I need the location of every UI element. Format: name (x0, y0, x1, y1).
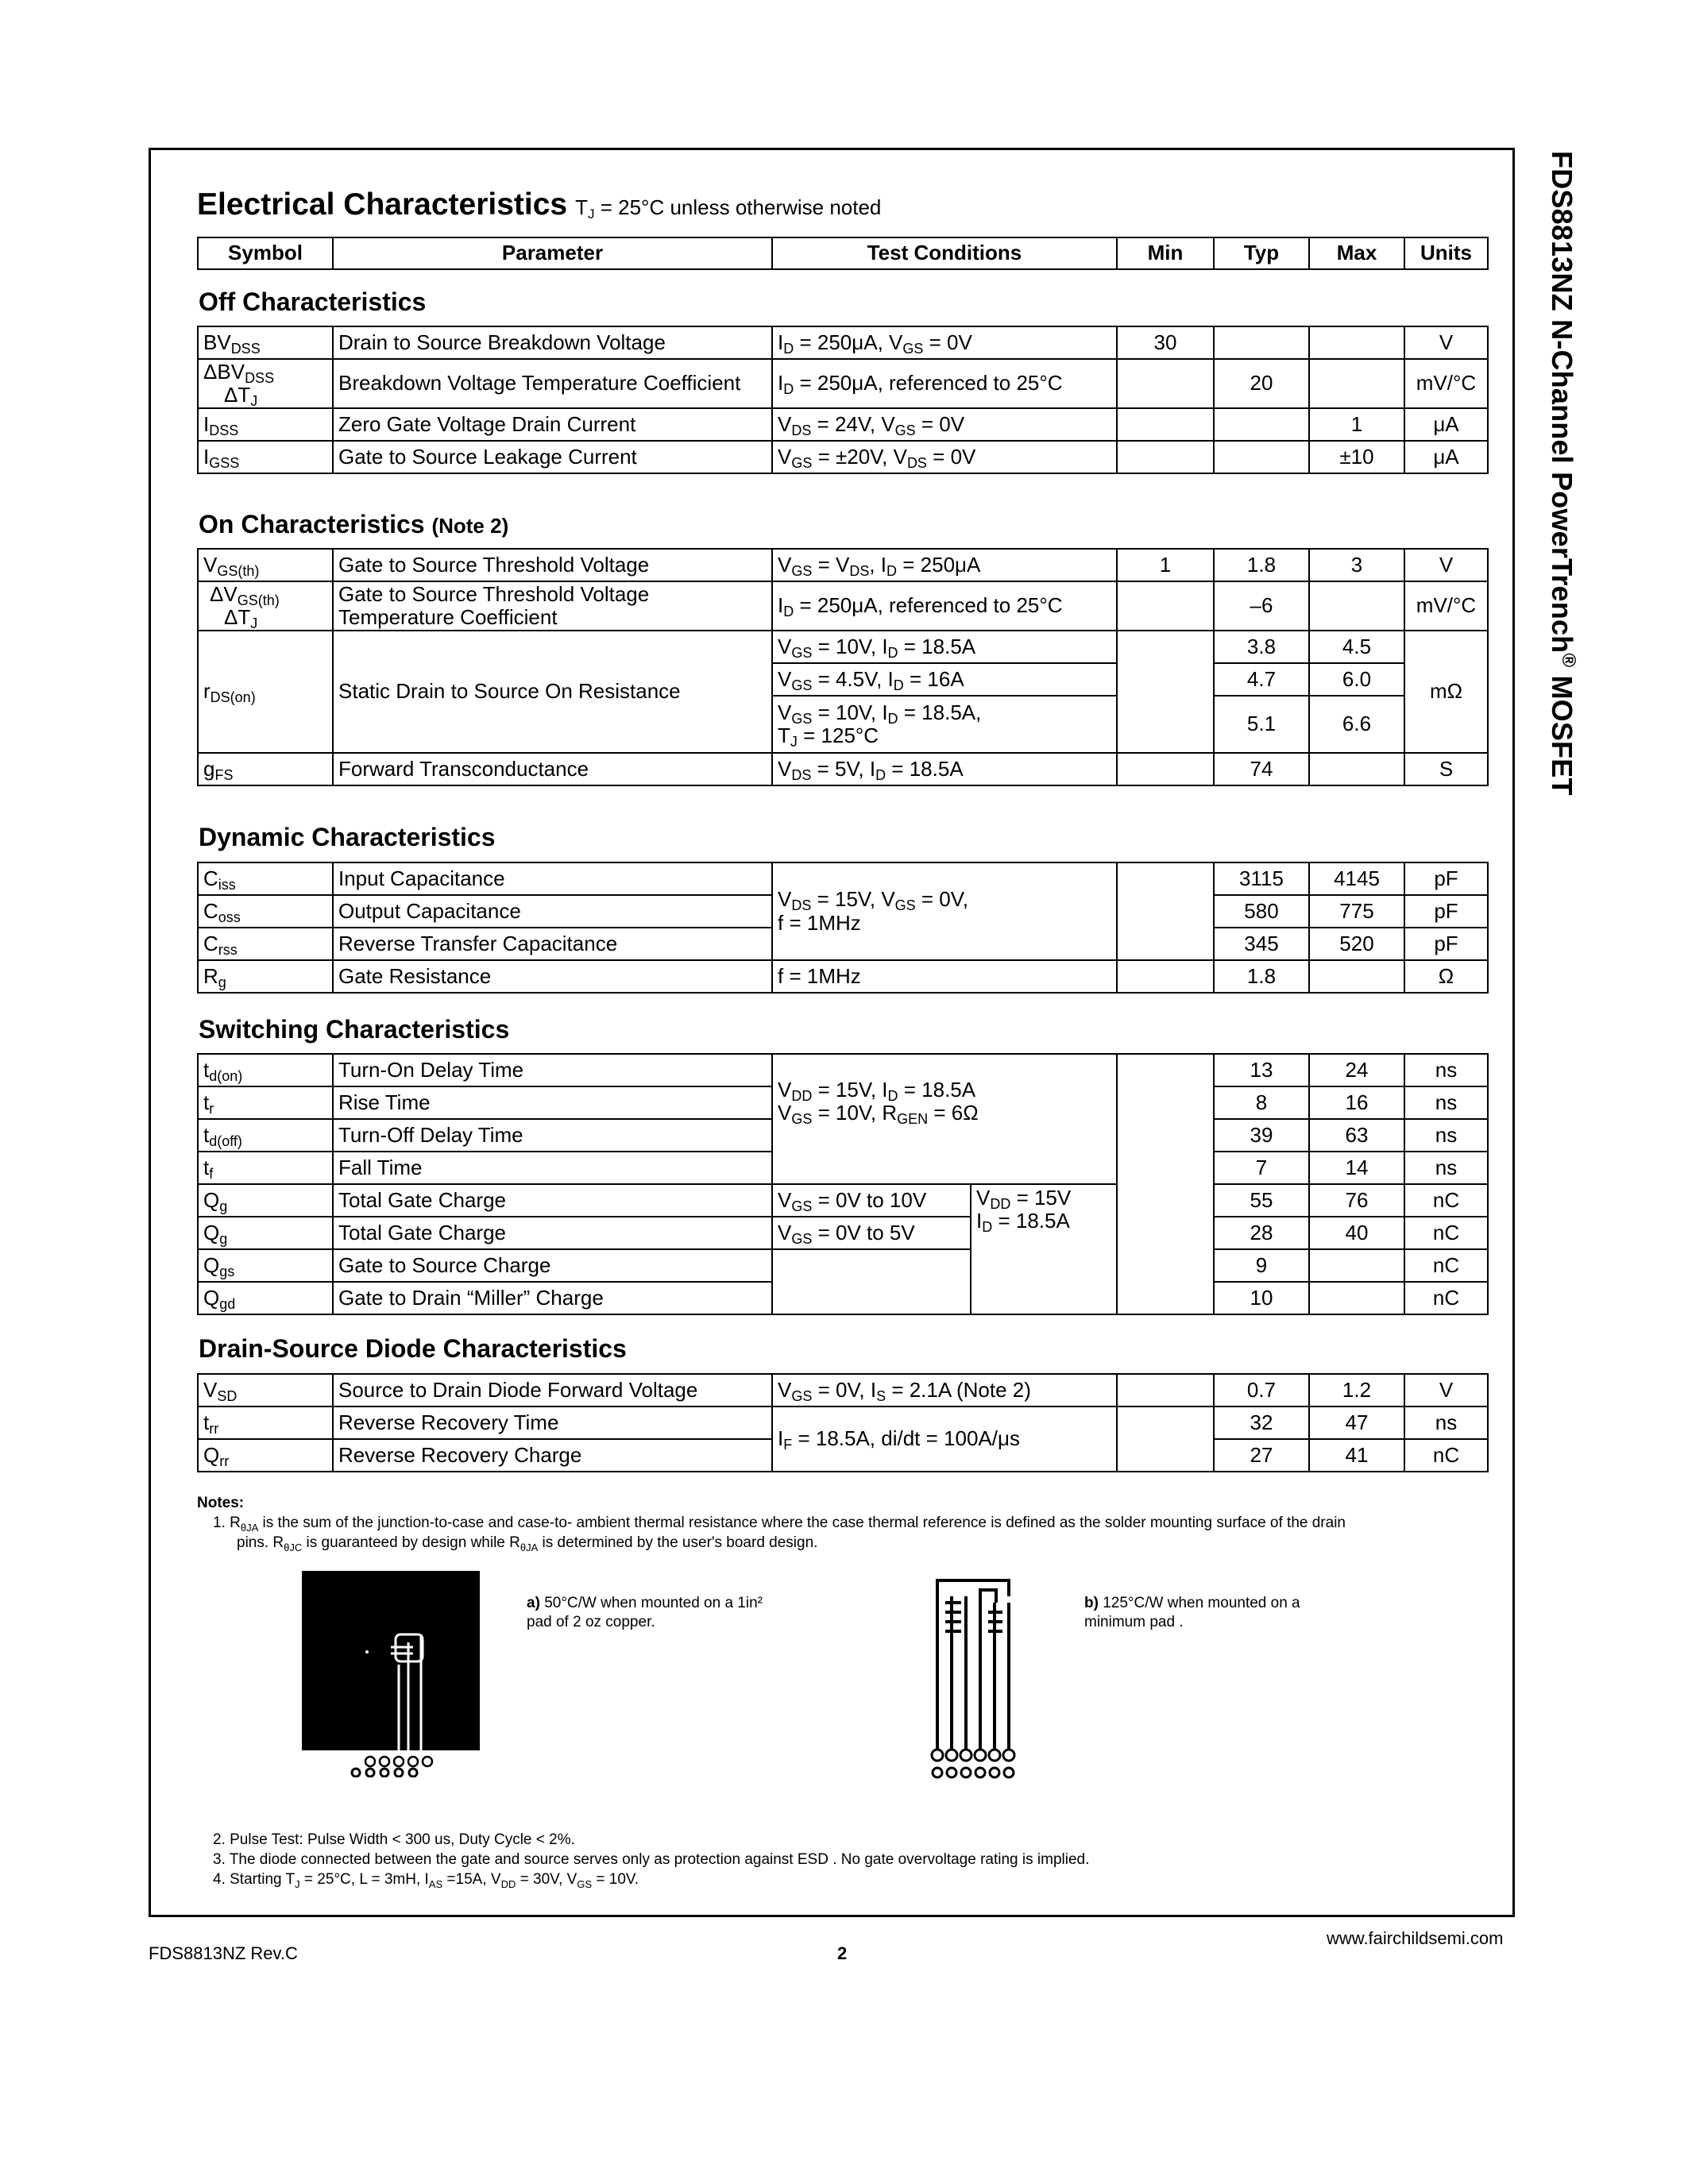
table-row: $Q_g$ Total Gate Charge $V_{GS} = 0V$ to 5V 28 40 nC (198, 1217, 1488, 1249)
column-header-table (197, 237, 1489, 270)
figure-b-pad-layout (914, 1565, 1033, 1787)
table-row: $Q_{gs}$ Gate to Source Charge 9 nC (198, 1249, 1488, 1282)
page-heading: Electrical Characteristics $T_J = 25^\circ C$ unless otherwise noted (197, 187, 882, 222)
figure-a-caption: a) 50°C/W when mounted on a 1in² pad of 2 oz copper. (527, 1595, 763, 1630)
figure-b-caption: b) 125°C/W when mounted on a minimum pad . (1084, 1595, 1300, 1630)
figure-a-pad-layout (302, 1571, 485, 1777)
table-row: $I_{GSS}$ Gate to Source Leakage Current $V_{GS} = \pm 20V$, $V_{DS} = 0V$ ±10 μA (198, 441, 1488, 473)
off-characteristics-table (197, 326, 1489, 474)
footer-page-number: 2 (837, 1943, 848, 1963)
col-parameter: Parameter (333, 237, 772, 269)
table-row: $\Delta V_{GS(th)}$ $\Delta T_J$ Gate to Source Threshold Voltage Temperature Coefficient $I_D = 250\mu A$, referenced to 25°C –6 mV/°C (198, 581, 1488, 631)
note-3: 3. The diode connected between the gate and source serves only as protection against ESD . No gate overvoltage rating is implied. (213, 1851, 1090, 1868)
table-row: $V_{GS} = 10V$, $I_D = 18.5A$, $T_J = 125^\circ C$ 5.1 6.6 (198, 696, 1488, 753)
table-row: $V_{GS(th)}$ Gate to Source Threshold Voltage $V_{GS} = V_{DS}$, $I_D = 250\mu A$ 1 1.8 3 V (198, 549, 1488, 581)
table-row: $C_{iss}$ Input Capacitance $V_{DS} = 15V$, $V_{GS} = 0V$, f = 1MHz 3115 4145 pF (198, 862, 1488, 895)
footer-website[interactable]: www.fairchildsemi.com (1327, 1928, 1504, 1948)
on-characteristics-table (197, 548, 1489, 786)
col-min: Min (1117, 237, 1214, 269)
table-row: $r_{DS(on)}$ Static Drain to Source On Resistance $V_{GS} = 10V$, $I_D = 18.5A$ 3.8 4.5 mΩ (198, 631, 1488, 663)
dynamic-characteristics-table (197, 862, 1489, 994)
table-row: $R_g$ Gate Resistance f = 1MHz 1.8 Ω (198, 960, 1488, 993)
col-test-conditions: Test Conditions (772, 237, 1117, 269)
footer-revision: FDS8813NZ Rev.C (149, 1943, 298, 1963)
table-row: $t_{rr}$ Reverse Recovery Time $I_F = 18.5A$, di/dt = 100A/μs 32 47 ns (198, 1406, 1488, 1439)
note-2: 2. Pulse Test: Pulse Width < 300 us, Duty Cycle < 2%. (213, 1831, 575, 1848)
section-diode-title: Drain-Source Diode Characteristics (199, 1334, 627, 1363)
table-row: $Q_g$ Total Gate Charge $V_{GS} = 0V$ to 10V $V_{DD} = 15V$ $I_D = 18.5A$ 55 76 nC (198, 1184, 1488, 1217)
table-row: $Q_{gd}$ Gate to Drain “Miller” Charge 10 nC (198, 1282, 1488, 1314)
col-max: Max (1309, 237, 1404, 269)
switching-characteristics-table (197, 1053, 1489, 1315)
table-row: $V_{GS} = 4.5V$, $I_D = 16A$ 4.7 6.0 (198, 663, 1488, 696)
section-off-title: Off Characteristics (199, 287, 427, 316)
table-row: $Q_{rr}$ Reverse Recovery Charge 27 41 nC (198, 1439, 1488, 1472)
note-4: 4. Starting $T_J = 25^\circ C$, L = 3mH, $I_{AS} =15A$, $V_{DD} = 30V$, $V_{GS} = 10V$. (213, 1871, 639, 1890)
table-row: $C_{oss}$ Output Capacitance 580 775 pF (198, 895, 1488, 928)
diode-characteristics-table (197, 1373, 1489, 1472)
col-units: Units (1404, 237, 1488, 269)
table-row: $g_{FS}$ Forward Transconductance $V_{DS} = 5V$, $I_D = 18.5A$ 74 S (198, 753, 1488, 785)
table-row: $\Delta BV_{DSS}$ $\Delta T_J$ Breakdown Voltage Temperature Coefficient $I_D = 250\mu A$, referenced to 25°C 20 mV/°C (198, 359, 1488, 408)
table-row: $I_{DSS}$ Zero Gate Voltage Drain Current $V_{DS} = 24V$, $V_{GS} = 0V$ 1 μA (198, 408, 1488, 441)
section-switching-title: Switching Characteristics (199, 1015, 510, 1044)
side-title: FDS8813NZ N-Channel PowerTrench® MOSFET (1546, 151, 1579, 796)
table-row: $t_r$ Rise Time 8 16 ns (198, 1086, 1488, 1119)
col-typ: Typ (1214, 237, 1309, 269)
notes-block: Notes: 1. $R_{\theta JA}$ is the sum of the junction-to-case and case-to- ambient thermal resistance where the case thermal reference is defined as the solder mounting surface of the drain pins. $R_{\theta JC}$ is guaranteed by design while $R_{\theta JA}$ is determined by the user's board design. (197, 1495, 1346, 1553)
table-row: $BV_{DSS}$ Drain to Source Breakdown Voltage $I_D = 250\mu A$, $V_{GS} = 0V$ 30 V (198, 326, 1488, 359)
section-dynamic-title: Dynamic Characteristics (199, 823, 496, 851)
table-row: $C_{rss}$ Reverse Transfer Capacitance 345 520 pF (198, 928, 1488, 960)
table-row: $t_{d(off)}$ Turn-Off Delay Time 39 63 ns (198, 1119, 1488, 1152)
table-row: $V_{SD}$ Source to Drain Diode Forward Voltage $V_{GS} = 0V$, $I_S = 2.1A$ (Note 2) 0.7 1.2 V (198, 1374, 1488, 1406)
table-row: $t_f$ Fall Time 7 14 ns (198, 1152, 1488, 1184)
col-symbol: Symbol (198, 237, 333, 269)
section-on-title: On Characteristics (Note 2) (199, 510, 509, 538)
table-row: $t_{d(on)}$ Turn-On Delay Time $V_{DD} = 15V$, $I_D = 18.5A$ $V_{GS} = 10V$, $R_{GEN} = 6\Omega$ 13 24 ns (198, 1054, 1488, 1086)
